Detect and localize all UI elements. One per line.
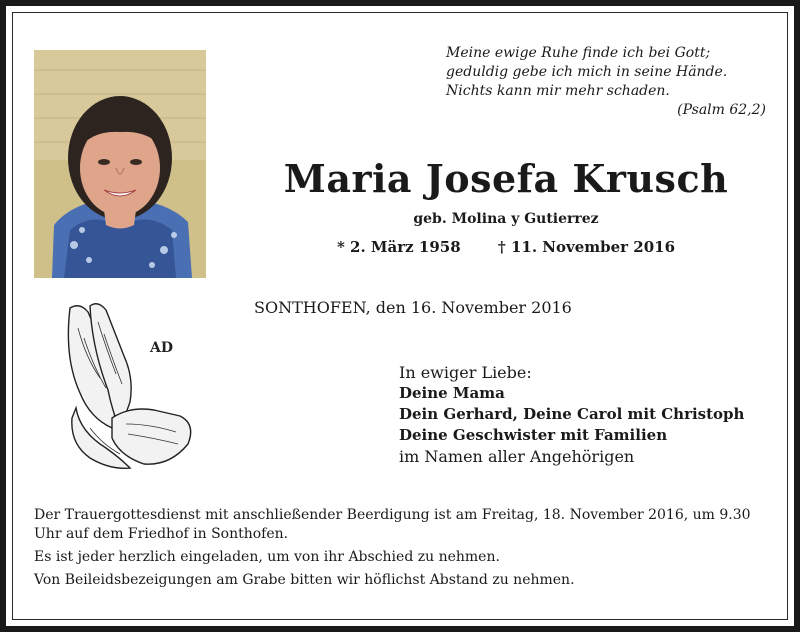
death-date: † 11. November 2016 <box>497 238 676 256</box>
mourner-line: Deine Geschwister mit Familien <box>399 426 668 444</box>
mourners-intro: In ewiger Liebe: <box>399 363 532 382</box>
birth-name: geb. Molina y Gutierrez <box>413 211 599 227</box>
quote-line: Meine ewige Ruhe finde ich bei Gott; <box>446 45 711 61</box>
condolence-text: Von Beileidsbezeigungen am Grabe bitten wir höflichst Abstand zu nehmen. <box>34 572 575 588</box>
obituary-card <box>6 6 794 626</box>
place-date: SONTHOFEN, den 16. November 2016 <box>254 298 572 317</box>
mourners-block <box>399 362 744 467</box>
psalm-quote <box>446 44 766 120</box>
quote-line: geduldig gebe ich mich in seine Hände. <box>446 64 728 80</box>
service-text: Der Trauergottesdienst mit anschließender Beerdigung ist am Freitag, 18. November 2016, um 9.30 Uhr auf dem Friedhof in Sonthofen. <box>34 507 751 542</box>
life-dates <box>206 238 800 256</box>
portrait-photo <box>34 50 206 278</box>
quote-reference: (Psalm 62,2) <box>677 102 766 118</box>
invitation-text: Es ist jeder herzlich eingeladen, um von ihr Abschied zu nehmen. <box>34 549 500 565</box>
birth-date: * 2. März 1958 <box>336 238 461 256</box>
praying-hands-icon <box>50 298 200 476</box>
quote-line: Nichts kann mir mehr schaden. <box>446 83 670 99</box>
deceased-name: Maria Josefa Krusch <box>283 156 729 201</box>
durer-monogram: AD <box>150 340 174 356</box>
mourner-line: Dein Gerhard, Deine Carol mit Christoph <box>399 405 745 423</box>
service-info <box>34 506 774 594</box>
mourner-line: Deine Mama <box>399 384 505 402</box>
mourners-closing: im Namen aller Angehörigen <box>399 447 635 466</box>
